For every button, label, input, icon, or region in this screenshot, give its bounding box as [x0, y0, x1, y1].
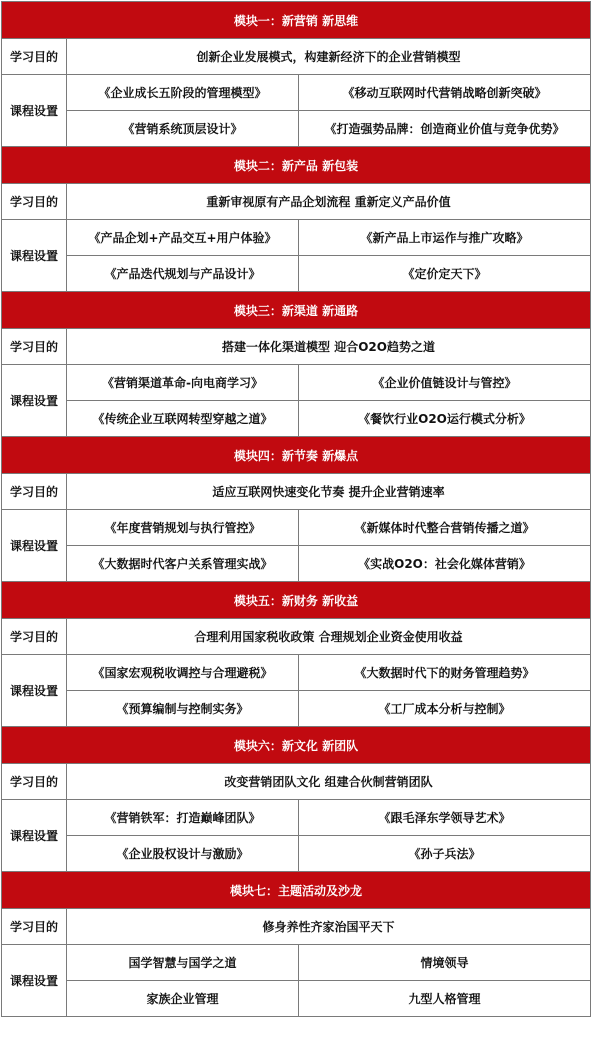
course-item: 国学智慧与国学之道 [67, 945, 299, 981]
course-item: 《年度营销规划与执行管控》 [67, 510, 299, 546]
course-item: 《国家宏观税收调控与合理避税》 [67, 655, 299, 691]
course-row [2, 401, 591, 437]
course-item: 《定价定天下》 [299, 256, 591, 292]
goal-row [2, 39, 591, 75]
goal-row [2, 184, 591, 220]
goal-row [2, 474, 591, 510]
course-item: 《营销渠道革命-向电商学习》 [67, 365, 299, 401]
course-item: 《产品企划+产品交互+用户体验》 [67, 220, 299, 256]
curriculum-table [1, 1, 591, 1017]
goal-row [2, 329, 591, 365]
courses-label: 课程设置 [2, 220, 67, 292]
course-row [2, 655, 591, 691]
goal-label: 学习目的 [2, 619, 67, 655]
module-title: 模块五：新财务 新收益 [2, 582, 591, 619]
course-item: 《餐饮行业O2O运行模式分析》 [299, 401, 591, 437]
goal-label: 学习目的 [2, 474, 67, 510]
goal-label: 学习目的 [2, 39, 67, 75]
course-item: 九型人格管理 [299, 981, 591, 1017]
course-item: 《预算编制与控制实务》 [67, 691, 299, 727]
course-item: 《打造强势品牌：创造商业价值与竞争优势》 [299, 111, 591, 147]
course-item: 《企业价值链设计与管控》 [299, 365, 591, 401]
module-header-row [2, 727, 591, 764]
goal-text: 重新审视原有产品企划流程 重新定义产品价值 [67, 184, 591, 220]
course-item: 《企业股权设计与激励》 [67, 836, 299, 872]
goal-row [2, 764, 591, 800]
course-item: 《孙子兵法》 [299, 836, 591, 872]
goal-text: 合理利用国家税收政策 合理规划企业资金使用收益 [67, 619, 591, 655]
course-item: 《营销系统顶层设计》 [67, 111, 299, 147]
course-item: 《传统企业互联网转型穿越之道》 [67, 401, 299, 437]
goal-row [2, 619, 591, 655]
course-item: 《新媒体时代整合营销传播之道》 [299, 510, 591, 546]
module-title: 模块七：主题活动及沙龙 [2, 872, 591, 909]
module-title: 模块四：新节奏 新爆点 [2, 437, 591, 474]
course-row [2, 836, 591, 872]
courses-label: 课程设置 [2, 800, 67, 872]
courses-label: 课程设置 [2, 655, 67, 727]
course-item: 《新产品上市运作与推广攻略》 [299, 220, 591, 256]
course-row [2, 945, 591, 981]
goal-label: 学习目的 [2, 764, 67, 800]
module-title: 模块二：新产品 新包装 [2, 147, 591, 184]
course-item: 《实战O2O：社会化媒体营销》 [299, 546, 591, 582]
course-row [2, 220, 591, 256]
goal-text: 改变营销团队文化 组建合伙制营销团队 [67, 764, 591, 800]
module-title: 模块一：新营销 新思维 [2, 2, 591, 39]
module-header-row [2, 292, 591, 329]
course-row [2, 691, 591, 727]
course-item: 《产品迭代规划与产品设计》 [67, 256, 299, 292]
course-row [2, 75, 591, 111]
module-header-row [2, 147, 591, 184]
courses-label: 课程设置 [2, 365, 67, 437]
course-item: 《跟毛泽东学领导艺术》 [299, 800, 591, 836]
module-title: 模块三：新渠道 新通路 [2, 292, 591, 329]
course-item: 《移动互联网时代营销战略创新突破》 [299, 75, 591, 111]
module-header-row [2, 582, 591, 619]
course-item: 家族企业管理 [67, 981, 299, 1017]
goal-text: 修身养性齐家治国平天下 [67, 909, 591, 945]
course-row [2, 546, 591, 582]
module-header-row [2, 872, 591, 909]
module-title: 模块六：新文化 新团队 [2, 727, 591, 764]
courses-label: 课程设置 [2, 510, 67, 582]
course-row [2, 510, 591, 546]
course-row [2, 981, 591, 1017]
course-item: 《工厂成本分析与控制》 [299, 691, 591, 727]
course-item: 情境领导 [299, 945, 591, 981]
goal-text: 创新企业发展模式，构建新经济下的企业营销模型 [67, 39, 591, 75]
goal-text: 适应互联网快速变化节奏 提升企业营销速率 [67, 474, 591, 510]
goal-row [2, 909, 591, 945]
module-header-row [2, 437, 591, 474]
goal-text: 搭建一体化渠道模型 迎合O2O趋势之道 [67, 329, 591, 365]
course-row [2, 256, 591, 292]
goal-label: 学习目的 [2, 184, 67, 220]
course-item: 《大数据时代客户关系管理实战》 [67, 546, 299, 582]
courses-label: 课程设置 [2, 75, 67, 147]
course-item: 《大数据时代下的财务管理趋势》 [299, 655, 591, 691]
course-item: 《企业成长五阶段的管理模型》 [67, 75, 299, 111]
course-row [2, 800, 591, 836]
goal-label: 学习目的 [2, 329, 67, 365]
course-row [2, 365, 591, 401]
goal-label: 学习目的 [2, 909, 67, 945]
courses-label: 课程设置 [2, 945, 67, 1017]
course-row [2, 111, 591, 147]
module-header-row [2, 2, 591, 39]
course-item: 《营销铁军：打造巅峰团队》 [67, 800, 299, 836]
